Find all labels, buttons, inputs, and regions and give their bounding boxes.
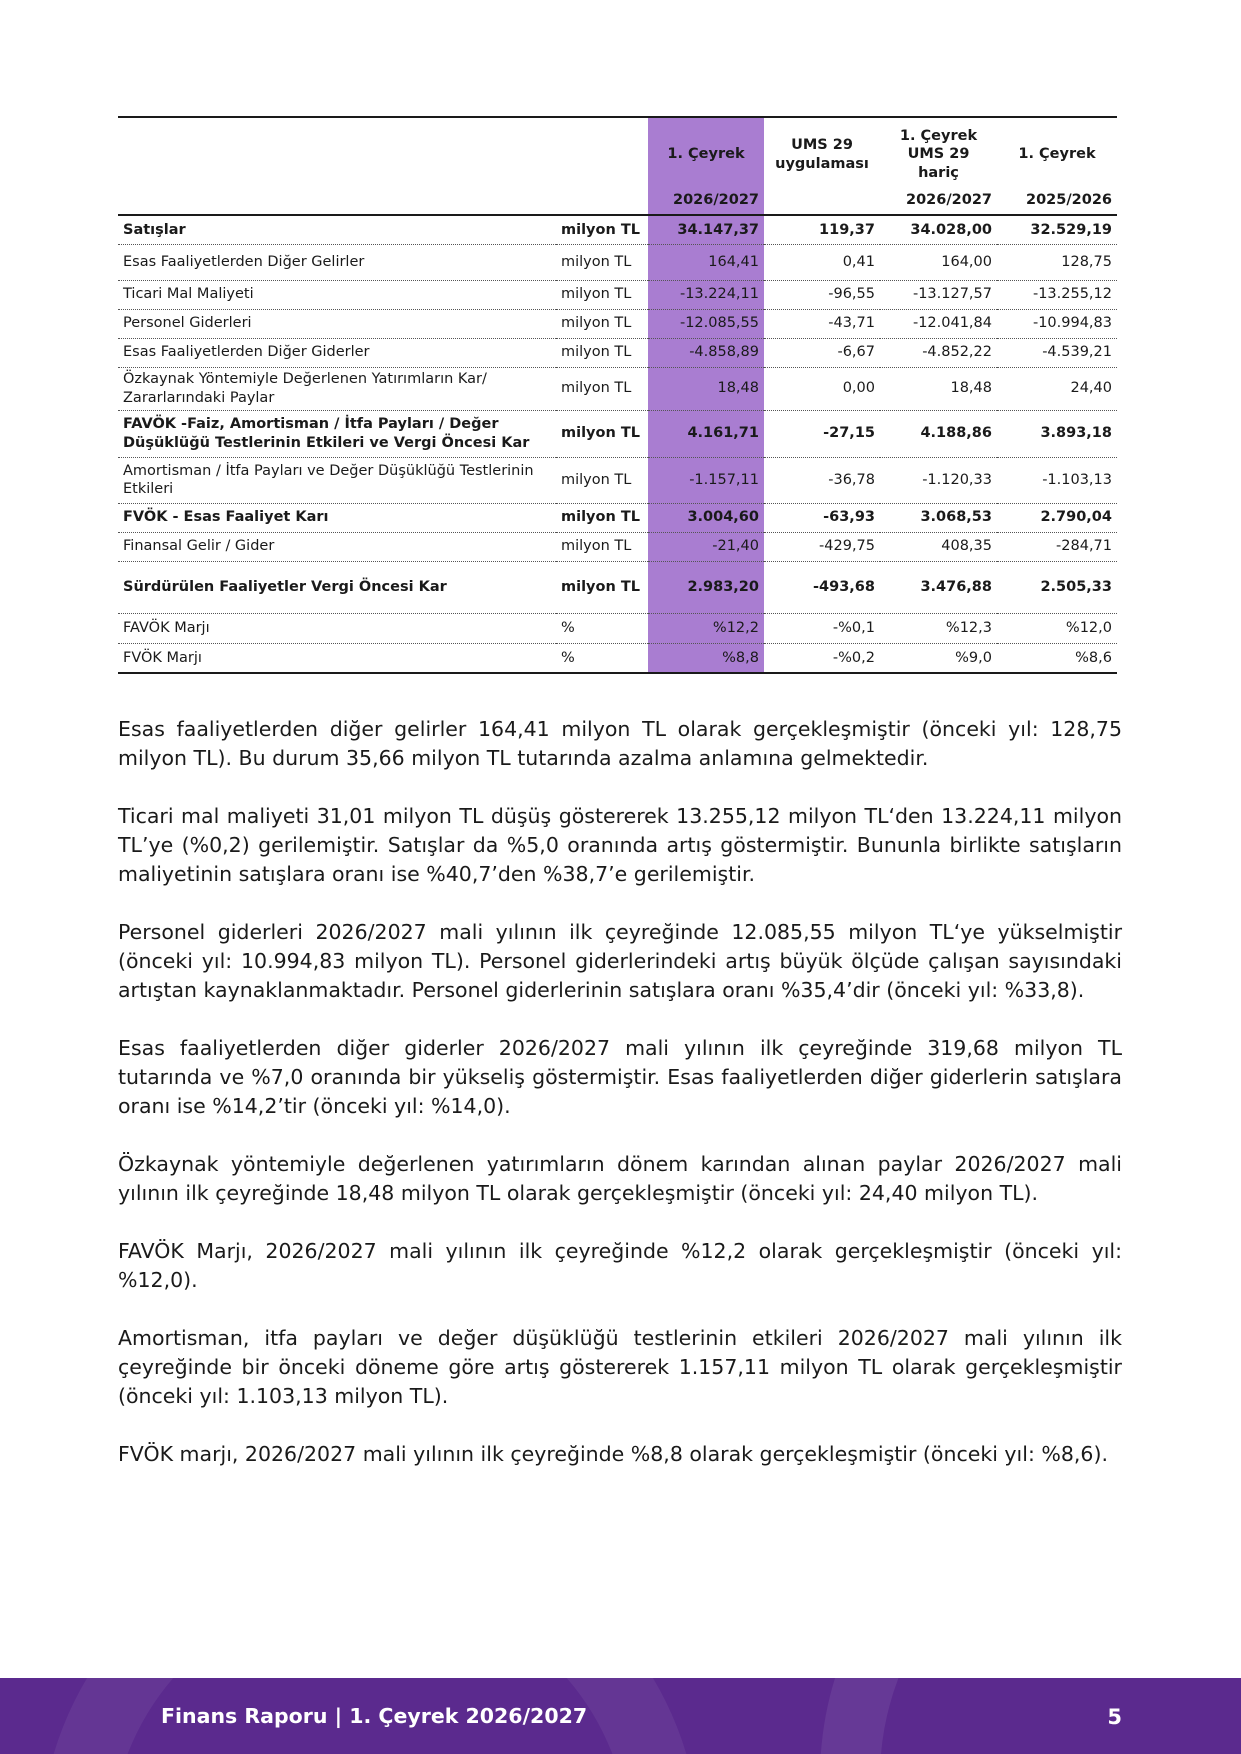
row-unit: milyon TL: [556, 244, 648, 280]
footer-decoration-arc: [820, 1678, 1241, 1754]
financial-table-container: [118, 116, 1117, 674]
value-ums29: -96,55: [764, 280, 880, 309]
table-header-row: [118, 117, 1117, 186]
header-q1-excl-ums29: 1. Çeyrek UMS 29 hariç: [880, 117, 997, 186]
row-unit: milyon TL: [556, 280, 648, 309]
row-unit: milyon TL: [556, 215, 648, 244]
value-q1-excl-ums29: 164,00: [880, 244, 997, 280]
table-subheader-row: [118, 186, 1117, 215]
row-unit: milyon TL: [556, 532, 648, 561]
row-label: Satışlar: [118, 215, 556, 244]
value-q1-excl-ums29: -12.041,84: [880, 309, 997, 338]
value-q1-current: -21,40: [648, 532, 764, 561]
value-ums29: -36,78: [764, 457, 880, 503]
row-label: Finansal Gelir / Gider: [118, 532, 556, 561]
page-number: 5: [1107, 1705, 1122, 1729]
value-q1-current: -13.224,11: [648, 280, 764, 309]
commentary-paragraph: Personel giderleri 2026/2027 mali yılının ilk çeyreğinde 12.085,55 milyon TL‘ye yükselmiştir (önceki yıl: 10.994,83 milyon TL). Personel giderlerindeki artış büyük ölçüde çalışan sayısındaki artıştan kaynaklanmaktadır. Personel giderlerinin satışlara oranı %35,4’dir (önceki yıl: %33,8).: [118, 920, 1122, 1002]
row-unit: milyon TL: [556, 503, 648, 532]
value-q1-excl-ums29: -4.852,22: [880, 338, 997, 367]
row-label: FVÖK Marjı: [118, 643, 556, 673]
subheader-period-excl: 2026/2027: [880, 186, 997, 215]
value-q1-excl-ums29: -1.120,33: [880, 457, 997, 503]
value-ums29: 0,00: [764, 367, 880, 410]
financial-summary-table: [118, 116, 1117, 674]
value-q1-current: -12.085,55: [648, 309, 764, 338]
value-q1-current: -1.157,11: [648, 457, 764, 503]
table-row: [118, 457, 1117, 503]
value-q1-current: %8,8: [648, 643, 764, 673]
row-label: Ticari Mal Maliyeti: [118, 280, 556, 309]
value-q1-previous: -10.994,83: [997, 309, 1117, 338]
row-unit: %: [556, 643, 648, 673]
table-row: [118, 309, 1117, 338]
value-q1-previous: -284,71: [997, 532, 1117, 561]
header-q1-previous: 1. Çeyrek: [997, 117, 1117, 186]
value-q1-excl-ums29: %12,3: [880, 613, 997, 643]
commentary-paragraph: FVÖK marjı, 2026/2027 mali yılının ilk çeyreğinde %8,8 olarak gerçekleşmiştir (önceki yıl: %8,6).: [118, 1442, 1108, 1466]
value-q1-excl-ums29: 3.476,88: [880, 561, 997, 613]
table-body: [118, 215, 1117, 673]
subheader-period-current: 2026/2027: [648, 186, 764, 215]
value-q1-previous: 2.505,33: [997, 561, 1117, 613]
value-q1-excl-ums29: 3.068,53: [880, 503, 997, 532]
row-label: FAVÖK -Faiz, Amortisman / İtfa Payları / Değer Düşüklüğü Testlerinin Etkileri ve Vergi Öncesi Kar: [118, 410, 556, 457]
value-q1-previous: 128,75: [997, 244, 1117, 280]
commentary-paragraph: Esas faaliyetlerden diğer gelirler 164,41 milyon TL olarak gerçekleşmiştir (önceki yıl: 128,75 milyon TL). Bu durum 35,66 milyon TL tutarında azalma anlamına gelmektedir.: [118, 717, 1122, 770]
row-label: Esas Faaliyetlerden Diğer Gelirler: [118, 244, 556, 280]
value-q1-current: 4.161,71: [648, 410, 764, 457]
table-row: [118, 215, 1117, 244]
row-label: Amortisman / İtfa Payları ve Değer Düşüklüğü Testlerinin Etkileri: [118, 457, 556, 503]
table-row: [118, 613, 1117, 643]
value-q1-previous: 24,40: [997, 367, 1117, 410]
row-label: Personel Giderleri: [118, 309, 556, 338]
row-label: Özkaynak Yöntemiyle Değerlenen Yatırımların Kar/ Zararlarındaki Paylar: [118, 367, 556, 410]
header-empty-unit: [556, 117, 648, 186]
row-label: FVÖK - Esas Faaliyet Karı: [118, 503, 556, 532]
value-q1-current: 34.147,37: [648, 215, 764, 244]
value-q1-current: 164,41: [648, 244, 764, 280]
value-q1-previous: 2.790,04: [997, 503, 1117, 532]
commentary-paragraph: Amortisman, itfa payları ve değer düşüklüğü testlerinin etkileri 2026/2027 mali yılının ilk çeyreğinde bir önceki döneme göre artış göstererek 1.157,11 milyon TL olarak gerçekleşmiştir (önceki yıl: 1.103,13 milyon TL).: [118, 1326, 1122, 1408]
row-unit: milyon TL: [556, 410, 648, 457]
header-empty-label: [118, 117, 556, 186]
value-q1-current: 2.983,20: [648, 561, 764, 613]
table-row: [118, 561, 1117, 613]
value-q1-excl-ums29: 34.028,00: [880, 215, 997, 244]
table-row: [118, 367, 1117, 410]
subheader-empty-label: [118, 186, 556, 215]
value-q1-excl-ums29: 18,48: [880, 367, 997, 410]
subheader-empty-ums29: [764, 186, 880, 215]
value-ums29: -%0,1: [764, 613, 880, 643]
table-row: [118, 244, 1117, 280]
table-row: [118, 643, 1117, 673]
value-ums29: -%0,2: [764, 643, 880, 673]
page-footer: [0, 1678, 1241, 1754]
value-q1-current: %12,2: [648, 613, 764, 643]
header-q1-current: 1. Çeyrek: [648, 117, 764, 186]
row-unit: milyon TL: [556, 367, 648, 410]
value-q1-excl-ums29: 408,35: [880, 532, 997, 561]
row-unit: milyon TL: [556, 561, 648, 613]
value-q1-previous: %12,0: [997, 613, 1117, 643]
subheader-period-previous: 2025/2026: [997, 186, 1117, 215]
value-ums29: -43,71: [764, 309, 880, 338]
row-unit: milyon TL: [556, 338, 648, 367]
value-q1-excl-ums29: %9,0: [880, 643, 997, 673]
value-q1-current: -4.858,89: [648, 338, 764, 367]
row-unit: milyon TL: [556, 309, 648, 338]
commentary-paragraph: Ticari mal maliyeti 31,01 milyon TL düşüş göstererek 13.255,12 milyon TL‘den 13.224,11 milyon TL’ye (%0,2) gerilemiştir. Satışlar da %5,0 oranında artış göstermiştir. Bununla birlikte satışların maliyetinin satışlara oranı ise %40,7’den %38,7’e gerilemiştir.: [118, 804, 1122, 886]
value-ums29: 119,37: [764, 215, 880, 244]
value-q1-current: 3.004,60: [648, 503, 764, 532]
row-unit: %: [556, 613, 648, 643]
table-row: [118, 280, 1117, 309]
table-row: [118, 338, 1117, 367]
header-ums29: UMS 29 uygulaması: [764, 117, 880, 186]
table-row: [118, 532, 1117, 561]
value-q1-previous: -13.255,12: [997, 280, 1117, 309]
value-ums29: -429,75: [764, 532, 880, 561]
commentary-paragraph: Özkaynak yöntemiyle değerlenen yatırımların dönem karından alınan paylar 2026/2027 mali yılının ilk çeyreğinde 18,48 milyon TL olarak gerçekleşmiştir (önceki yıl: 24,40 milyon TL).: [118, 1152, 1122, 1205]
value-q1-previous: -1.103,13: [997, 457, 1117, 503]
row-unit: milyon TL: [556, 457, 648, 503]
value-q1-excl-ums29: 4.188,86: [880, 410, 997, 457]
row-label: Sürdürülen Faaliyetler Vergi Öncesi Kar: [118, 561, 556, 613]
value-q1-excl-ums29: -13.127,57: [880, 280, 997, 309]
value-ums29: -27,15: [764, 410, 880, 457]
commentary-text: [118, 715, 1122, 1498]
value-q1-previous: 32.529,19: [997, 215, 1117, 244]
value-ums29: 0,41: [764, 244, 880, 280]
subheader-empty-unit: [556, 186, 648, 215]
table-row: [118, 503, 1117, 532]
value-ums29: -63,93: [764, 503, 880, 532]
value-q1-previous: 3.893,18: [997, 410, 1117, 457]
value-q1-previous: %8,6: [997, 643, 1117, 673]
row-label: FAVÖK Marjı: [118, 613, 556, 643]
commentary-paragraph: FAVÖK Marjı, 2026/2027 mali yılının ilk çeyreğinde %12,2 olarak gerçekleşmiştir (önceki yıl: %12,0).: [118, 1239, 1122, 1292]
commentary-paragraph: Esas faaliyetlerden diğer giderler 2026/2027 mali yılının ilk çeyreğinde 319,68 milyon TL tutarında ve %7,0 oranında bir yükseliş göstermiştir. Esas faaliyetlerden diğer giderlerin satışlara oranı ise %14,2’tir (önceki yıl: %14,0).: [118, 1036, 1122, 1118]
table-row: [118, 410, 1117, 457]
value-ums29: -493,68: [764, 561, 880, 613]
value-q1-previous: -4.539,21: [997, 338, 1117, 367]
footer-report-title: Finans Raporu | 1. Çeyrek 2026/2027: [161, 1704, 588, 1728]
row-label: Esas Faaliyetlerden Diğer Giderler: [118, 338, 556, 367]
value-ums29: -6,67: [764, 338, 880, 367]
value-q1-current: 18,48: [648, 367, 764, 410]
